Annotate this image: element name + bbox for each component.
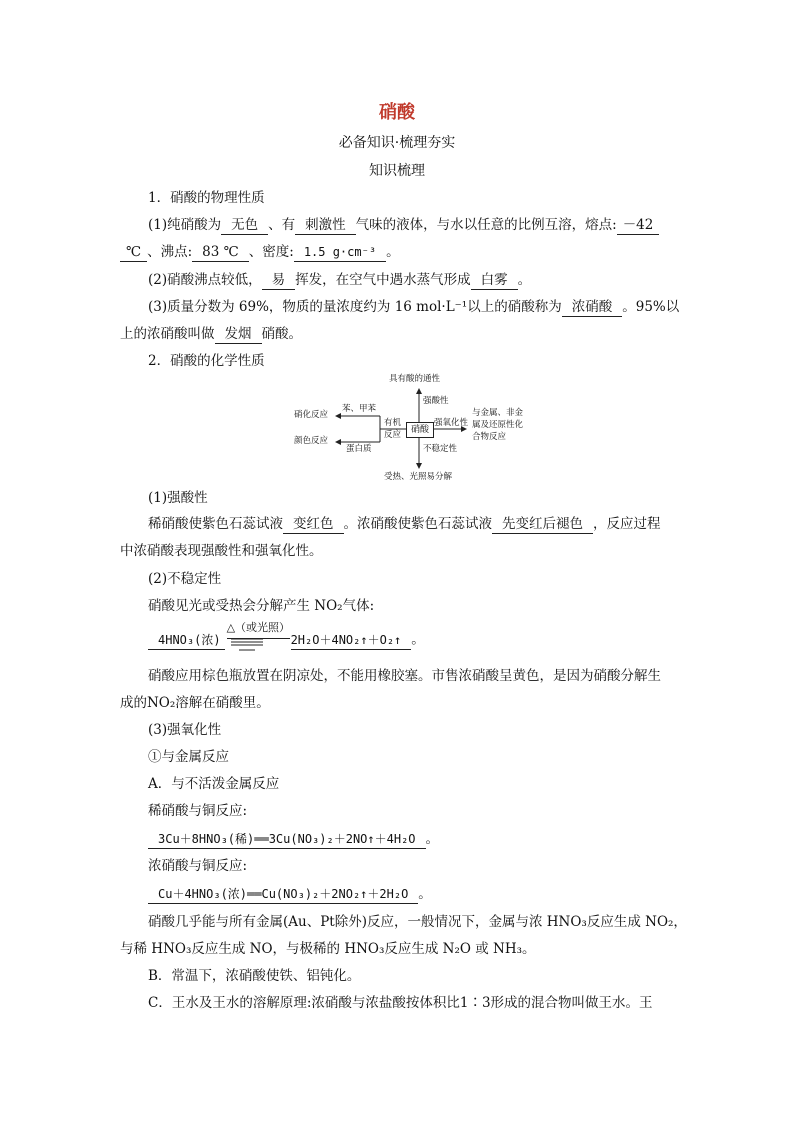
diagram-left-branch-1: 有机	[384, 418, 402, 428]
answer-melting-point: －42	[617, 216, 660, 235]
diagram-center-nitric-acid: 硝酸	[406, 422, 434, 438]
diagram-bottom-label: 受热、光照易分解	[384, 472, 453, 482]
item-c-aqua-regia: C．王水及王水的溶解原理:浓硝酸与浓盐酸按体积比1∶3形成的混合物叫做王水。王	[148, 995, 653, 1011]
answer-volatile: 易	[262, 271, 296, 290]
para-pure-nitric-line1: (1)纯硝酸为 无色 、有 刺激性 气味的液体，与水以任意的比例互溶，熔点: －42	[148, 215, 659, 235]
subsection-heading: 知识梳理	[369, 163, 425, 179]
diagram-left-top-edge: 苯、甲苯	[342, 404, 377, 414]
answer-boiling-point: 83 ℃	[192, 243, 249, 262]
heading-strong-acidity: (1)强酸性	[148, 490, 208, 506]
para-storage-line1: 硝酸应用棕色瓶放置在阴凉处，不能用橡胶塞。市售浓硝酸呈黄色，是因为硝酸分解生	[148, 668, 661, 684]
answer-dilute-litmus: 变红色	[283, 515, 344, 534]
equation-condition: △（或光照）	[227, 618, 290, 639]
answer-fuming: 发烟	[215, 325, 262, 344]
equation-right: 2H₂O＋4NO₂↑＋O₂↑	[291, 631, 412, 650]
heading-chemical-properties: 2．硝酸的化学性质	[148, 353, 265, 369]
answer-mist: 白雾	[471, 271, 518, 290]
para-concentration-line2: 上的浓硝酸叫做 发烟 硝酸。	[120, 326, 302, 342]
heading-oxidizing: (3)强氧化性	[148, 722, 222, 738]
para-concentration-line1: (3)质量分数为 69%，物质的量浓度约为 16 mol·L⁻¹以上的硝酸称为 浓硝酸 。95%以	[148, 299, 680, 315]
para-volatility: (2)硝酸沸点较低， 易 挥发，在空气中遇水蒸气形成 白雾 。	[148, 272, 532, 288]
equation-left: 4HNO₃(浓)	[148, 631, 225, 650]
diagram-left-branch-2: 反应	[384, 430, 402, 440]
diagram-bottom-edge: 不稳定性	[423, 444, 458, 454]
equation-conc-text: Cu＋4HNO₃(浓)══Cu(NO₃)₂＋2NO₂↑＋2H₂O	[148, 885, 418, 904]
label-conc-copper: 浓硝酸与铜反应:	[148, 858, 248, 874]
equation-arrow	[226, 621, 291, 652]
para-storage-line2: 成的NO₂溶解在硝酸里。	[120, 695, 270, 711]
diagram-right-edge: 强氧化性	[434, 418, 469, 428]
heading-instability: (2)不稳定性	[148, 571, 222, 587]
equation-decomposition: 4HNO₃(浓) △（或光照） 2H₂O＋4NO₂↑＋O₂↑ 。	[148, 628, 425, 652]
section-heading: 必备知识·梳理夯实	[338, 135, 456, 151]
diagram-right-label-2: 属及还原性化	[472, 420, 524, 430]
para-pure-nitric-line2: ℃ 、沸点: 83 ℃ 、密度: 1.5 g·cm⁻³ 。	[120, 242, 400, 262]
label-dilute-copper: 稀硝酸与铜反应:	[148, 803, 248, 819]
properties-diagram	[284, 374, 544, 486]
diagram-left-top-label: 硝化反应	[294, 410, 329, 420]
answer-concentrated: 浓硝酸	[562, 298, 623, 317]
answer-conc-litmus: 先变红后褪色	[492, 515, 593, 534]
diagram-top-label: 具有酸的通性	[389, 374, 441, 384]
equation-dilute-text: 3Cu＋8HNO₃(稀)══3Cu(NO₃)₂＋2NO↑＋4H₂O	[148, 830, 426, 849]
diagram-right-label-3: 合物反应	[472, 432, 507, 442]
para-decomposition-intro: 硝酸见光或受热会分解产生 NO₂气体:	[148, 598, 375, 614]
equation-dilute-copper: 3Cu＋8HNO₃(稀)══3Cu(NO₃)₂＋2NO↑＋4H₂O 。	[148, 829, 439, 849]
page-title: 硝酸	[379, 102, 415, 123]
diagram-right-label-1: 与金属、非金	[472, 408, 524, 418]
para-litmus-line1: 稀硝酸使紫色石蕊试液 变红色 。浓硝酸使紫色石蕊试液 先变红后褪色 ，反应过程	[148, 516, 661, 532]
answer-density: 1.5 g·cm⁻³	[294, 243, 386, 262]
subheading-metal-reaction: ①与金属反应	[148, 749, 229, 765]
item-b-passivation: B．常温下，浓硝酸使铁、铝钝化。	[148, 968, 361, 984]
answer-smell: 刺激性	[295, 216, 356, 235]
diagram-top-edge: 强酸性	[423, 396, 449, 406]
equation-conc-copper: Cu＋4HNO₃(浓)══Cu(NO₃)₂＋2NO₂↑＋2H₂O 。	[148, 884, 432, 904]
answer-color: 无色	[221, 216, 268, 235]
item-a-inactive-metal: A．与不活泼金属反应	[148, 776, 280, 792]
para-litmus-line2: 中浓硝酸表现强酸性和强氧化性。	[120, 543, 323, 559]
para-metals-line1: 硝酸几乎能与所有金属(Au、Pt除外)反应，一般情况下，金属与浓 HNO₃反应生成 NO₂，	[148, 914, 687, 930]
diagram-left-bottom-edge: 蛋白质	[346, 444, 372, 454]
para-metals-line2: 与稀 HNO₃反应生成 NO，与极稀的 HNO₃反应生成 N₂O 或 NH₃。	[120, 941, 536, 957]
answer-melting-unit: ℃	[120, 243, 147, 262]
heading-physical-properties: 1．硝酸的物理性质	[148, 190, 265, 206]
diagram-left-bottom-label: 颜色反应	[294, 436, 329, 446]
